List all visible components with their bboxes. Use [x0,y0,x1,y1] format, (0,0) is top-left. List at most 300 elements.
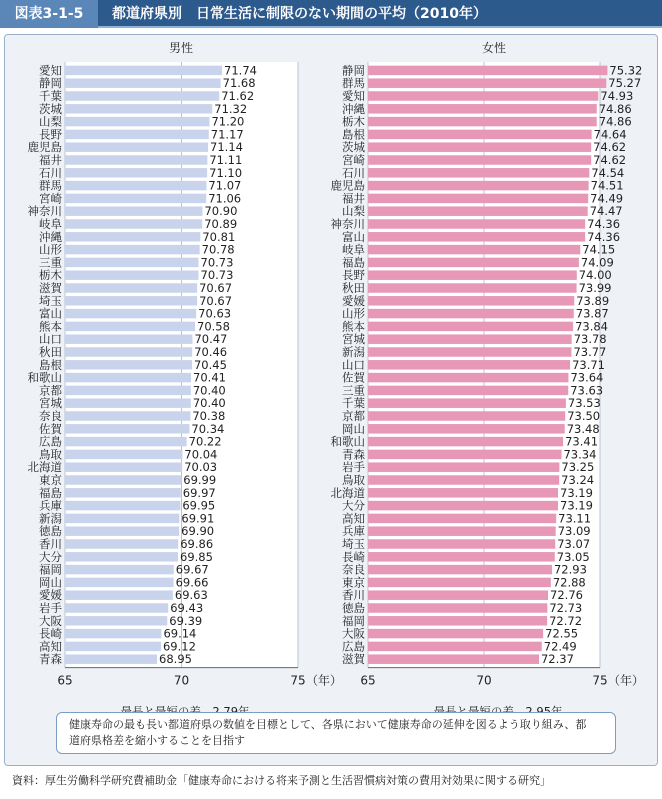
female-value-label: 73.53 [567,396,601,411]
male-tick-label: 75 [290,673,306,688]
female-bar [368,411,565,421]
female-value-label: 73.77 [573,345,607,359]
source-note: 資料：厚生労働科学研究費補助金「健康寿命における将来予測と生活習慣病対策の費用対効果に関する研究」 [12,774,551,787]
male-bar [65,654,157,664]
female-bar [368,462,559,472]
male-value-label: 70.03 [184,460,218,475]
male-category-label: 秋田 [39,345,62,359]
male-bar [65,552,178,562]
male-bar [65,501,180,511]
male-bar [65,270,199,280]
male-category-label: 島根 [39,357,62,372]
female-bar [368,181,589,191]
female-bar [368,578,551,588]
male-bar [65,168,207,178]
female-value-label: 72.88 [552,575,586,590]
female-bar [368,654,539,664]
female-category-label: 鹿児島 [330,178,365,193]
male-bar [65,475,181,485]
male-value-label: 71.20 [211,114,245,129]
female-category-label: 佐賀 [342,370,365,385]
figure-title: 都道府県別 日常生活に制限のない期間の平均（2010年） [112,6,487,22]
female-value-label: 72.37 [540,652,574,667]
female-category-label: 京都 [342,409,365,423]
male-value-label: 69.85 [180,549,213,564]
female-value-label: 72.55 [545,626,579,641]
female-value-label: 73.87 [575,306,609,321]
male-category-label: 千葉 [39,89,62,103]
male-value-label: 71.06 [208,191,242,206]
female-value-label: 73.63 [570,383,604,398]
female-category-label: 長崎 [342,549,365,564]
female-bar [368,424,565,434]
female-tick-label: 75 [592,673,608,688]
male-bar [65,398,191,408]
male-value-label: 70.73 [200,255,234,270]
male-value-label: 70.81 [202,229,236,244]
male-category-label: 大分 [39,549,62,564]
female-category-label: 山梨 [342,204,365,219]
female-value-label: 72.73 [549,601,583,615]
female-bar [368,616,547,626]
male-value-label: 69.99 [183,473,217,487]
male-category-label: 愛媛 [39,588,62,603]
male-value-label: 70.67 [199,293,233,308]
male-value-label: 68.95 [159,652,192,667]
male-tick-label: 70 [173,673,190,688]
male-panel-title: 男性 [168,41,194,55]
female-category-label: 島根 [342,127,365,142]
female-bar [368,437,563,447]
female-bar [368,526,556,536]
female-bar [368,309,574,319]
female-category-label: 愛媛 [342,293,365,308]
male-bar [65,155,207,165]
male-bar [65,206,202,216]
male-category-label: 埼玉 [39,293,62,308]
male-bar [65,258,199,268]
policy-note-line-1: 健康寿命の最も長い都道府県の数値を目標として、各県において健康寿命の延伸を図るよう取り組み、都 [69,718,587,731]
male-bar [65,411,190,421]
female-value-label: 74.86 [598,101,632,116]
male-category-label: 沖縄 [39,229,62,244]
female-bar [368,168,589,178]
female-bar [368,296,574,306]
female-value-label: 72.76 [550,588,583,603]
female-category-label: 高知 [342,511,365,526]
female-value-label: 74.93 [600,89,634,103]
male-value-label: 70.89 [204,217,238,231]
male-value-label: 70.90 [204,204,238,219]
male-category-label: 奈良 [39,409,62,423]
male-category-label: 滋賀 [39,281,62,295]
female-category-label: 岡山 [342,421,365,436]
female-category-label: 山口 [342,357,365,372]
female-value-label: 74.15 [582,242,616,257]
female-bar [368,360,570,370]
female-bar [368,194,588,204]
male-value-label: 70.78 [201,242,235,257]
female-value-label: 73.78 [573,332,607,347]
male-value-label: 70.58 [197,319,230,334]
female-bar [368,629,543,639]
female-tick-label: 65 [360,673,376,688]
male-value-label: 70.63 [198,306,232,321]
male-bar [65,450,182,460]
male-bar [65,194,206,204]
male-axis-unit: （年） [306,673,343,688]
female-category-label: 秋田 [342,281,365,295]
male-category-label: 岐阜 [39,217,62,231]
male-category-label: 香川 [39,537,62,551]
female-category-label: 福井 [342,191,365,206]
policy-note-line-2: 道府県格差を縮小することを目指す [69,734,245,747]
female-bar [368,590,548,600]
female-value-label: 74.51 [590,178,624,193]
female-value-label: 73.84 [575,319,609,334]
female-category-label: 沖縄 [342,101,365,116]
male-value-label: 70.41 [193,370,226,385]
female-category-label: 熊本 [342,319,365,334]
female-category-label: 富山 [342,229,365,244]
male-value-label: 69.97 [182,485,216,500]
female-bar [368,104,597,114]
male-category-label: 福岡 [39,562,62,577]
female-value-label: 74.49 [590,191,624,206]
male-bar [65,514,179,524]
male-value-label: 69.66 [175,575,209,590]
female-axis-unit: （年） [608,673,645,688]
male-category-label: 福井 [39,153,62,167]
female-bar [368,66,607,76]
male-category-label: 青森 [39,652,62,667]
female-value-label: 74.64 [593,127,627,142]
male-value-label: 70.34 [191,421,225,436]
male-category-label: 鹿児島 [27,140,62,155]
female-value-label: 74.54 [591,165,625,180]
male-category-label: 高知 [39,639,62,654]
male-value-label: 70.47 [194,332,228,347]
female-bar [368,78,606,88]
male-bar [65,219,202,229]
female-value-label: 73.64 [570,370,604,385]
female-value-label: 74.09 [580,255,614,270]
female-category-label: 新潟 [342,345,365,359]
male-category-label: 福島 [39,485,62,500]
male-value-label: 69.12 [162,639,196,654]
female-bar [368,322,573,332]
female-bar [368,398,566,408]
male-category-label: 大阪 [39,613,62,628]
female-value-label: 72.93 [553,562,587,577]
female-panel-title: 女性 [481,41,507,55]
female-value-label: 74.62 [593,140,627,155]
female-category-label: 栃木 [342,114,365,129]
female-category-label: 東京 [342,575,365,590]
male-category-label: 岩手 [39,601,62,615]
male-value-label: 70.04 [184,447,218,462]
female-value-label: 75.27 [608,76,642,91]
male-value-label: 70.40 [192,383,226,398]
male-value-label: 71.32 [214,101,248,116]
male-category-label: 石川 [39,165,62,180]
female-bar [368,386,568,396]
male-category-label: 山梨 [39,114,62,129]
male-bar [65,104,212,114]
female-value-label: 74.00 [578,268,612,283]
female-category-label: 大分 [342,498,365,513]
female-category-label: 青森 [342,447,365,462]
female-bar [368,334,572,344]
male-value-label: 69.43 [170,601,204,615]
male-bar [65,347,192,357]
male-category-label: 鳥取 [39,447,62,462]
female-value-label: 73.34 [563,447,597,462]
male-category-label: 熊本 [39,319,62,334]
male-value-label: 70.45 [193,357,227,372]
male-category-label: 京都 [39,383,62,398]
female-tick-label: 70 [476,673,492,688]
female-bar [368,514,556,524]
female-value-label: 74.36 [587,229,621,244]
female-category-label: 三重 [342,383,365,398]
female-value-label: 75.32 [609,63,643,78]
female-value-label: 73.24 [561,473,595,487]
male-category-label: 茨城 [39,101,62,116]
female-bar [368,539,555,549]
male-bar [65,539,178,549]
female-bar [368,552,555,562]
male-category-label: 三重 [39,255,62,270]
male-bar [65,66,222,76]
female-category-label: 福島 [342,255,365,270]
male-category-label: 群馬 [39,178,62,193]
female-category-label: 奈良 [342,562,365,577]
male-bar [65,629,161,639]
male-bar [65,296,197,306]
female-category-label: 広島 [342,639,365,654]
male-bar [65,322,195,332]
female-bar [368,475,559,485]
male-tick-label: 65 [57,673,73,688]
female-value-label: 72.72 [549,613,583,628]
male-category-label: 広島 [39,434,62,449]
male-bar [65,437,187,447]
female-category-label: 宮崎 [342,153,365,167]
female-value-label: 73.25 [561,460,595,475]
female-value-label: 74.47 [589,204,623,219]
male-value-label: 70.40 [192,396,226,411]
female-category-label: 長野 [342,268,365,283]
female-value-label: 73.71 [572,357,606,372]
male-bar [65,142,208,152]
male-value-label: 71.68 [222,76,256,91]
female-bar [368,501,558,511]
female-bar [368,130,592,140]
figure-header [0,0,662,28]
male-value-label: 69.63 [174,588,208,603]
male-category-label: 山形 [39,242,62,257]
male-value-label: 71.74 [224,63,257,78]
female-bar [368,450,561,460]
male-bar [65,181,206,191]
female-bar [368,142,591,152]
male-value-label: 69.91 [181,511,215,526]
female-bar [368,206,588,216]
male-bar [65,488,181,498]
male-category-label: 兵庫 [39,498,62,513]
male-bar [65,360,192,370]
male-value-label: 69.90 [181,524,215,539]
chart-canvas [5,35,659,767]
male-value-label: 69.95 [182,498,216,513]
male-bar [65,526,179,536]
male-bar [65,565,174,575]
male-category-label: 徳島 [39,524,62,539]
female-bar [368,232,585,242]
female-category-label: 愛知 [342,89,365,103]
male-category-label: 長野 [39,127,62,142]
male-bar [65,334,192,344]
male-bar [65,245,200,255]
female-bar [368,373,568,383]
male-bar [65,590,173,600]
male-category-label: 栃木 [39,268,62,283]
male-category-label: 北海道 [27,460,62,475]
female-category-label: 兵庫 [342,524,365,539]
male-value-label: 69.39 [169,613,203,628]
female-value-label: 73.09 [557,524,591,539]
chart-panel [4,34,658,766]
male-bar [65,424,189,434]
female-bar [368,117,597,127]
male-category-label: 宮崎 [39,191,62,206]
male-category-label: 神奈川 [27,204,62,219]
female-category-label: 香川 [342,588,365,603]
female-category-label: 石川 [342,165,365,180]
male-bar [65,78,221,88]
male-value-label: 71.11 [209,153,243,167]
male-category-label: 佐賀 [39,421,62,436]
figure-label: 図表3-1-5 [0,0,98,28]
male-value-label: 70.22 [188,434,222,449]
female-value-label: 73.99 [578,281,612,295]
female-value-label: 73.05 [556,549,590,564]
female-bar [368,270,577,280]
male-bar [65,578,174,588]
female-value-label: 73.50 [567,409,601,423]
female-category-label: 滋賀 [342,652,365,667]
female-bar [368,155,591,165]
female-value-label: 73.19 [560,498,593,513]
female-value-label: 74.86 [598,114,632,129]
male-category-label: 富山 [39,306,62,321]
female-bar [368,603,547,613]
male-bar [65,130,209,140]
female-value-label: 73.48 [566,421,600,436]
female-category-label: 茨城 [342,140,365,155]
female-bar [368,283,577,293]
female-category-label: 福岡 [342,613,365,628]
female-bar [368,488,558,498]
female-value-label: 74.62 [593,153,627,167]
male-value-label: 69.86 [180,537,214,551]
male-category-label: 山口 [39,332,62,347]
male-bar [65,642,161,652]
female-value-label: 73.41 [565,434,599,449]
female-category-label: 岩手 [342,460,365,475]
female-bar [368,642,542,652]
female-value-label: 73.11 [558,511,592,526]
male-value-label: 69.14 [163,626,197,641]
female-value-label: 74.36 [587,217,621,231]
female-category-label: 埼玉 [342,537,365,551]
male-value-label: 70.67 [199,281,233,295]
policy-note-box [56,712,616,754]
male-category-label: 岡山 [39,575,62,590]
male-bar [65,373,191,383]
female-bar [368,347,571,357]
female-category-label: 和歌山 [330,434,365,449]
female-category-label: 岐阜 [342,242,365,257]
male-category-label: 静岡 [39,76,62,91]
male-category-label: 宮城 [39,396,62,411]
male-bar [65,283,197,293]
male-bar [65,309,196,319]
female-value-label: 73.07 [557,537,591,551]
male-value-label: 71.10 [209,165,243,180]
female-bar [368,258,579,268]
female-bar [368,219,585,229]
female-category-label: 群馬 [342,76,365,91]
female-bar [368,565,552,575]
female-value-label: 73.89 [576,293,610,308]
female-category-label: 千葉 [342,396,365,411]
male-bar [65,603,168,613]
female-value-label: 72.49 [543,639,577,654]
male-bar [65,91,219,101]
female-category-label: 北海道 [330,485,365,500]
female-category-label: 宮城 [342,332,365,347]
male-category-label: 新潟 [39,511,62,526]
female-category-label: 静岡 [342,63,365,78]
male-value-label: 71.07 [208,178,242,193]
male-bar [65,462,182,472]
female-bar [368,245,580,255]
male-value-label: 71.62 [221,89,255,103]
male-category-label: 和歌山 [27,370,62,385]
male-bar [65,232,200,242]
male-value-label: 71.14 [210,140,243,155]
female-category-label: 大阪 [342,626,365,641]
female-value-label: 73.19 [560,485,593,500]
female-category-label: 神奈川 [330,217,365,231]
male-value-label: 69.67 [175,562,209,577]
male-category-label: 愛知 [39,63,62,78]
female-category-label: 徳島 [342,601,365,615]
male-value-label: 70.46 [194,345,228,359]
male-category-label: 東京 [39,473,62,487]
male-category-label: 長崎 [39,626,62,641]
female-bar [368,91,598,101]
male-value-label: 71.17 [210,127,244,142]
male-value-label: 70.73 [200,268,234,283]
male-bar [65,117,209,127]
male-bar [65,616,167,626]
male-value-label: 70.38 [192,409,226,423]
female-category-label: 鳥取 [342,473,365,487]
female-category-label: 山形 [342,306,365,321]
